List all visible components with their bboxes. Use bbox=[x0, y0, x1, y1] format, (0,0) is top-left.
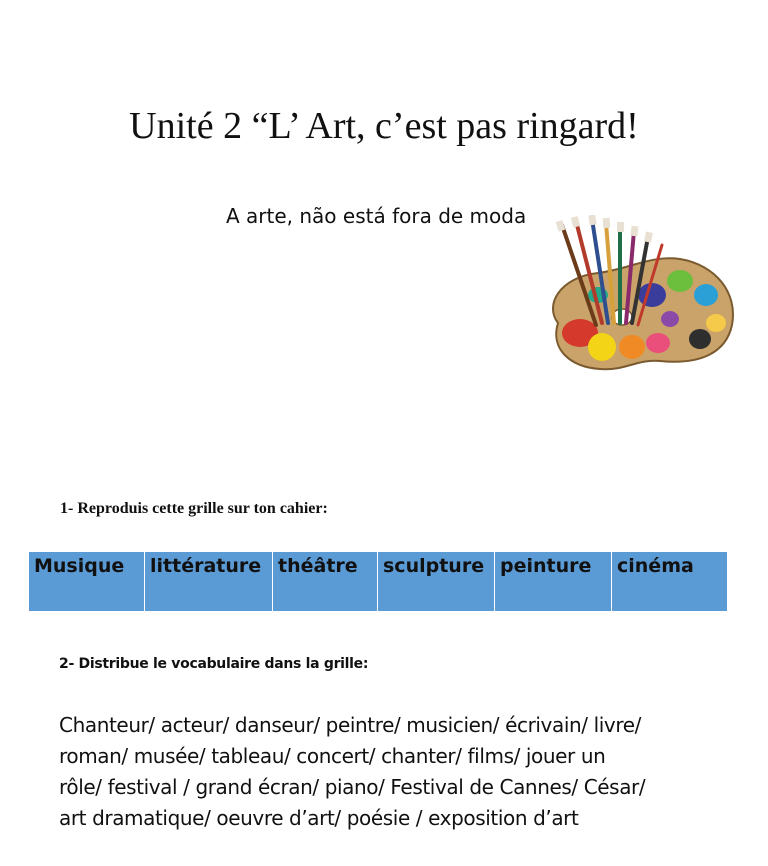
vocabulary-line: roman/ musée/ tableau/ concert/ chanter/ films/ jouer un bbox=[59, 744, 606, 768]
grid-header-cinema: cinéma bbox=[612, 552, 728, 611]
vocabulary-grid bbox=[29, 552, 727, 611]
vocabulary-line: rôle/ festival / grand écran/ piano/ Festival de Cannes/ César/ bbox=[59, 775, 646, 799]
grid-header-sculpture: sculpture bbox=[378, 552, 495, 611]
grid-header-row bbox=[29, 552, 727, 611]
exercise-2-instruction: 2- Distribue le vocabulaire dans la grille: bbox=[59, 656, 369, 672]
grid-header-peinture: peinture bbox=[495, 552, 612, 611]
grid-header-theatre: théâtre bbox=[273, 552, 378, 611]
subtitle: A arte, não está fora de moda bbox=[226, 204, 527, 228]
grid-header-musique: Musique bbox=[29, 552, 145, 611]
paint-palette-image bbox=[540, 215, 740, 375]
grid-header-litterature: littérature bbox=[145, 552, 273, 611]
exercise-1-instruction: 1- Reproduis cette grille sur ton cahier: bbox=[60, 500, 328, 517]
page-title: Unité 2 “L’ Art, c’est pas ringard! bbox=[129, 105, 639, 147]
vocabulary-list bbox=[59, 710, 739, 834]
vocabulary-line: art dramatique/ oeuvre d’art/ poésie / exposition d’art bbox=[59, 806, 579, 830]
vocabulary-line: Chanteur/ acteur/ danseur/ peintre/ musicien/ écrivain/ livre/ bbox=[59, 713, 641, 737]
